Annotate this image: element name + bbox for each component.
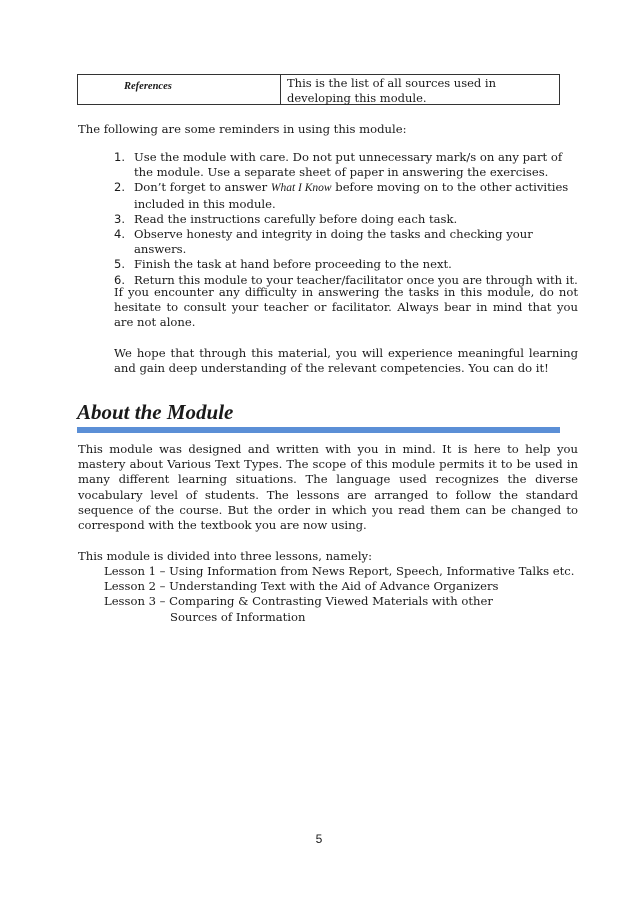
lessons-intro: This module is divided into three lessons, namely: — [78, 549, 372, 563]
list-text: Finish the task at hand before proceeding to the next. — [134, 257, 452, 272]
lesson-item: Lesson 3 – Comparing & Contrasting Viewed Materials with other — [104, 594, 493, 609]
lesson-item-continuation: Sources of Information — [170, 609, 306, 624]
references-table — [77, 74, 560, 105]
emphasis-text: What I Know — [270, 182, 332, 195]
references-description: This is the list of all sources used in developing this module. — [287, 76, 497, 105]
section-underline-bar — [77, 427, 560, 433]
hope-paragraph: We hope that through this material, you will experience meaningful learning and gain deep understanding of the relevant competencies. You can do it! — [114, 346, 578, 376]
reminders-intro: The following are some reminders in using this module: — [78, 122, 407, 136]
list-item — [114, 212, 578, 227]
list-item — [114, 180, 578, 211]
list-text: Use the module with care. Do not put unnecessary mark/s on any part of the module. Use a separate sheet of paper in answering the exercises. — [134, 150, 563, 180]
list-number: 1. — [114, 150, 125, 164]
list-text: before moving on to the other activities included in this module. — [134, 180, 569, 211]
list-number: 3. — [114, 211, 125, 226]
list-item — [114, 227, 578, 257]
list-number: 5. — [114, 257, 125, 272]
page-number: 5 — [315, 832, 323, 846]
list-number: 2. — [114, 180, 125, 195]
references-label: References — [78, 75, 281, 104]
difficulty-paragraph: If you encounter any difficulty in answering the tasks in this module, do not hesitate to consult your teacher or facilitator. Always bear in mind that you are not alone. — [114, 285, 578, 330]
list-item — [114, 150, 578, 180]
section-title: About the Module — [77, 400, 234, 424]
list-number: 4. — [114, 227, 125, 242]
lesson-item: Lesson 1 – Using Information from News Report, Speech, Informative Talks etc. — [104, 564, 575, 578]
lessons-list — [104, 564, 578, 625]
lesson-item: Lesson 2 – Understanding Text with the Aid of Advance Organizers — [104, 579, 499, 594]
list-number: 6. — [114, 272, 125, 287]
list-item — [114, 257, 578, 272]
list-text: Return this module to your teacher/facilitator once you are through with it. — [134, 272, 578, 287]
list-text: Read the instructions carefully before doing each task. — [134, 211, 458, 226]
reminders-list — [114, 150, 578, 288]
about-paragraph: This module was designed and written with you in mind. It is here to help you mastery about Various Text Types. The scope of this module permits it to be used in many different learning situations. The language used recognizes the diverse vocabulary level of students. The lessons are arranged to follow the standard sequence of the course. But the order in which you read them can be changed to correspond with the textbook you are now using. — [78, 442, 578, 533]
list-text: Don’t forget to answer — [134, 180, 271, 195]
list-text: Observe honesty and integrity in doing the tasks and checking your answers. — [134, 227, 533, 257]
